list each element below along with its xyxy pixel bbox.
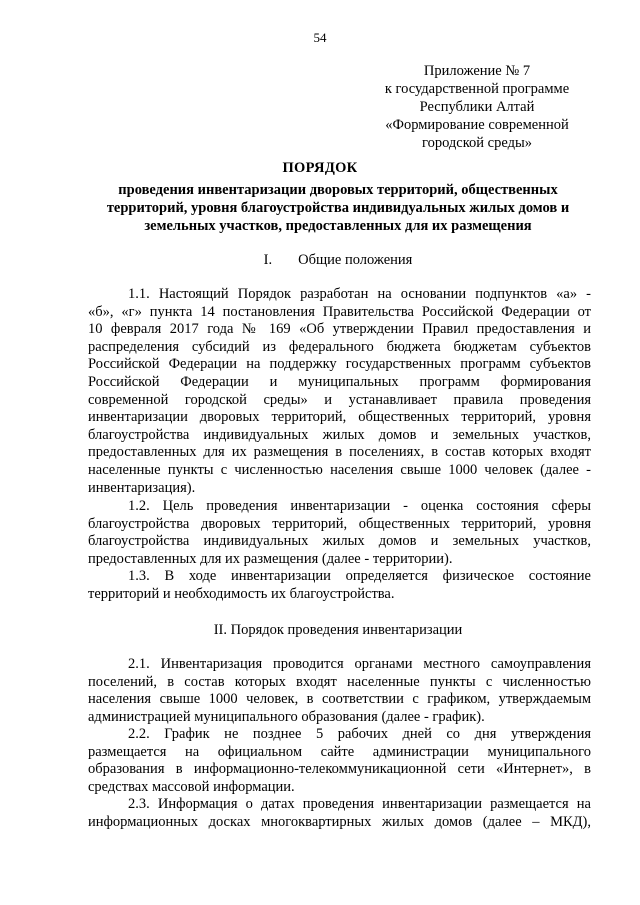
text-line: 1.2. Цель проведения инвентаризации - оценка состояния сферы [128,498,591,514]
paragraph-1-2 [88,498,591,568]
section-1-number: I. [263,252,273,268]
text-line: населенные пункты с численностью населения свыше 1000 человек (далее - [88,461,591,478]
subtitle-line: территорий, уровня благоустройства индивидуальных жилых домов и [106,200,570,216]
paragraph-2-1 [88,656,591,726]
text-line: администрацией муниципального образования (далее - график). [88,708,485,725]
paragraph-2-2 [88,726,591,796]
text-line: инвентаризация). [88,479,196,496]
text-line: предоставленных для их размещения (далее - территории). [88,550,453,567]
text-line: распределения субсидий из федерального бюджета бюджетам субъектов [88,338,591,355]
section-1-title: Общие положения [298,252,413,268]
section-2-title: II. Порядок проведения инвентаризации [213,622,463,638]
text-line: 1.3. В ходе инвентаризации определяется физическое состояние [128,568,591,584]
text-line: средствах массовой информации. [88,778,295,795]
text-line: 2.1. Инвентаризация проводится органами местного самоуправления [128,656,591,672]
text-line: «б», «г» пункта 14 постановления Правительства Российской Федерации от [88,303,591,320]
text-line: территорий и необходимость их благоустройства. [88,585,395,602]
appendix-line: «Формирование современной [385,117,569,133]
subtitle-line: проведения инвентаризации дворовых территорий, общественных [118,182,558,198]
text-line: 10 февраля 2017 года № 169 «Об утверждении Правил предоставления и [88,321,591,338]
document-title: ПОРЯДОК [282,160,358,176]
text-line: Российской Федерации и муниципальных программ формирования [88,373,591,390]
text-line: 1.1. Настоящий Порядок разработан на основании подпунктов «а» - [128,286,591,302]
appendix-line: к государственной программе [384,81,570,97]
page-number: 54 [313,30,327,45]
text-line: инвентаризации дворовых территорий, общественных территорий, уровня [88,409,591,426]
text-line: информационных досках многоквартирных жилых домов (далее – МКД), [88,813,591,830]
text-line: образования в информационно-телекоммуникационной сети «Интернет», в [88,761,591,778]
subtitle-line: земельных участков, предоставленных для их размещения [144,218,532,234]
section-2-heading [88,622,588,639]
appendix-line: Республики Алтай [419,99,535,115]
text-line: размещается на официальном сайте администрации муниципального [88,743,591,760]
text-line: Российской Федерации на поддержку государственных программ субъектов [88,356,591,373]
text-line: поселений, в состав которых входят населенные пункты с численностью [88,673,591,690]
paragraph-2-3 [88,796,591,831]
text-line: благоустройства индивидуальных жилых домов и земельных участков, [88,533,591,550]
text-line: благоустройства дворовых территорий, общественных территорий, уровня [88,515,591,532]
text-line: 2.2. График не позднее 5 рабочих дней со дня утверждения [128,726,591,742]
appendix-line: Приложение № 7 [423,63,531,79]
paragraph-1-3 [88,568,591,603]
text-line: современной городской среды» и устанавливает правила проведения [88,391,591,408]
text-line: населения свыше 1000 человек, в соответствии с графиком, утверждаемым [88,691,591,708]
document-subtitle [88,181,588,235]
text-line: благоустройства индивидуальных жилых домов и земельных участков, [88,426,591,443]
appendix-line: городской среды» [422,135,532,151]
text-line: 2.3. Информация о датах проведения инвентаризации размещается на [128,796,591,812]
appendix-block [362,62,592,152]
text-line: предоставленных для их размещения в поселениях, в состав которых входят [88,444,591,461]
paragraph-1-1 [88,286,591,497]
section-1-heading [88,252,588,269]
